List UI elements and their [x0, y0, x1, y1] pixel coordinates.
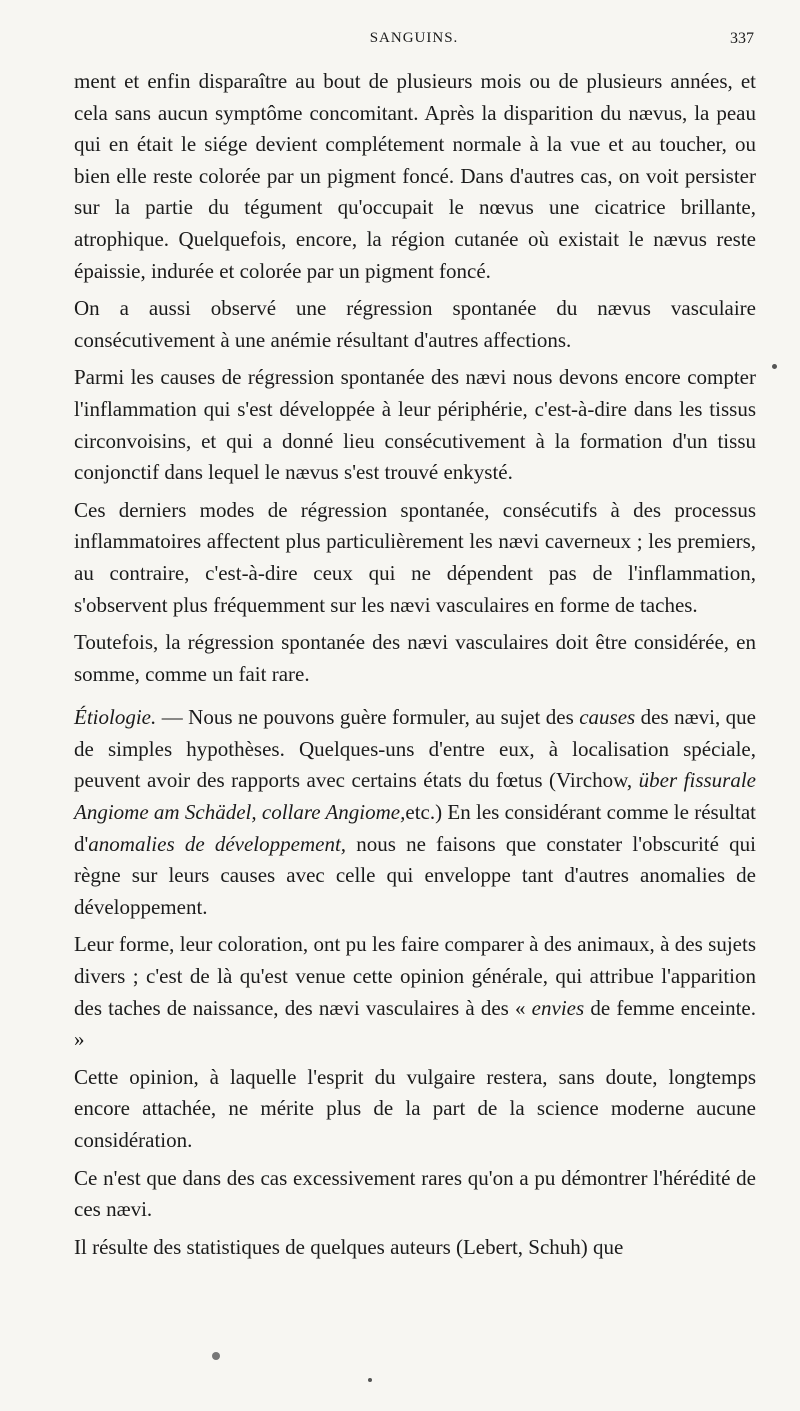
section-label: Étiologie. — [74, 705, 157, 730]
paragraph-4: Ces derniers modes de régression spontanée, consécutifs à des processus inflammatoires affectent plus particulièrement les nævi caverneux ; les premiers, au contraire, c'est-à-dire ceux qui ne dépendent pas de l'inflammation, s'observent plus fréquemment sur les nævi vasculaires en forme de taches. — [74, 497, 756, 617]
text-span: — Nous ne pouvons guère formuler, au sujet des — [156, 705, 580, 730]
ink-speck — [772, 364, 777, 369]
paragraph-10: Il résulte des statistiques de quelques auteurs (Lebert, Schuh) que — [74, 1234, 624, 1259]
paragraph-8: Cette opinion, à laquelle l'esprit du vulgaire restera, sans doute, longtemps encore attachée, ne mérite plus de la part de la science moderne aucune considération. — [74, 1064, 756, 1152]
ink-speck — [368, 1378, 372, 1382]
page-number: 337 — [730, 30, 754, 47]
text-span: des nævi, que de simples hypothèses. Quelques-uns d'entre eux, à localisation spéciale, peuvent avoir des rapports avec certains états du fœtus (Virchow, — [74, 705, 756, 793]
page-header — [74, 30, 754, 54]
italic-term: anomalies de développement, — [88, 831, 347, 856]
paragraph-7 — [74, 929, 756, 1055]
running-title: SANGUINS. — [369, 30, 459, 46]
body-text — [74, 66, 756, 1263]
text-span: etc.) En les considérant comme le résultat d' — [74, 800, 757, 856]
italic-citation: über fissurale Angiome am Schädel, collare Angiome, — [74, 768, 756, 825]
paragraph-etiologie — [74, 702, 756, 923]
ink-speck — [212, 1352, 220, 1360]
italic-term: envies — [531, 995, 585, 1020]
paragraph-1: ment et enfin disparaître au bout de plusieurs mois ou de plusieurs années, et cela sans aucun symptôme concomitant. Après la disparition du nævus, la peau qui en était le siége devient complétement normale à la vue et au toucher, ou bien elle reste colorée par un pigment foncé. Dans d'autres cas, on voit persister sur la partie du tégument qu'occupait le nœvus une cicatrice brillante, atrophique. Quelquefois, encore, la région cutanée où existait le nævus reste épaissie, indurée et colorée par un pigment foncé. — [74, 69, 756, 283]
paragraph-2: On a aussi observé une régression spontanée du nævus vasculaire consécutivement à une anémie résultant d'autres affections. — [74, 296, 756, 352]
text-span: Leur forme, leur coloration, ont pu les faire comparer à des animaux, à des sujets divers ; c'est de là qu'est venue cette opinion générale, qui attribue l'apparition des taches de naissance, des nævi vasculaires à des « — [74, 932, 756, 1020]
italic-term: causes — [579, 705, 636, 730]
paragraph-3: Parmi les causes de régression spontanée des nævi nous devons encore compter l'inflammation qui s'est développée à leur périphérie, c'est-à-dire dans les tissus circonvoisins, et qui a donné lieu consécutivement à la formation d'un tissu conjonctif dans lequel le nævus s'est trouvé enkysté. — [74, 365, 756, 485]
paragraph-5: Toutefois, la régression spontanée des nævi vasculaires doit être considérée, en somme, comme un fait rare. — [74, 630, 756, 686]
text-span: de femme enceinte. » — [74, 995, 757, 1052]
paragraph-9: Ce n'est que dans des cas excessivement rares qu'on a pu démontrer l'hérédité de ces nævi. — [74, 1165, 756, 1222]
text-span: nous ne faisons que constater l'obscurité qui règne sur leurs causes avec celle qui enveloppe tant d'autres anomalies de développement. — [74, 831, 756, 919]
